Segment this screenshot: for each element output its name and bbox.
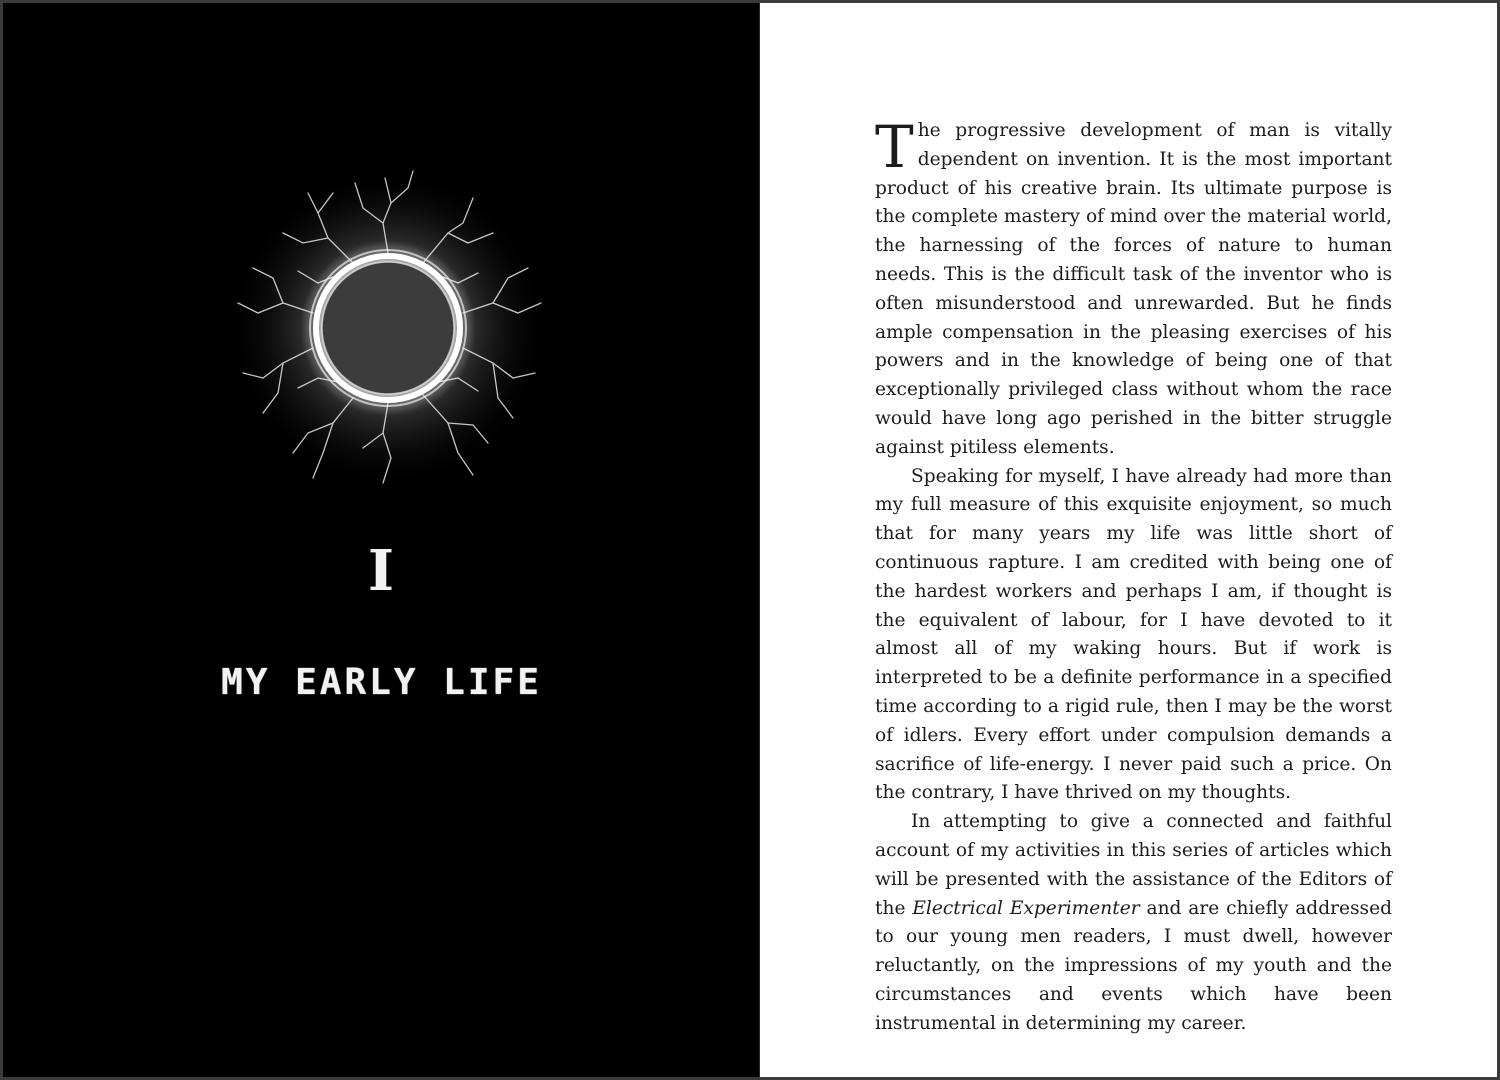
electric-ring-icon — [223, 163, 553, 493]
right-page — [760, 3, 1497, 1077]
paragraph-1-text: he progressive development of man is vitally dependent on invention. It is the most important product of his creative brain. Its ultimate purpose is the complete mastery of mind over the material world, the harnessing of the forces of nature to human needs. This is the difficult task of the inventor who is often misunderstood and unrewarded. But he finds ample compensation in the pleasing exercises of his powers and in the knowledge of being one of that exceptionally privileged class without whom the race would have long ago perished in the bitter struggle against pitiless elements. — [875, 120, 1392, 458]
left-page — [3, 3, 760, 1077]
publication-title: Electrical Experimenter — [912, 897, 1140, 919]
body-text — [875, 113, 1392, 1039]
chapter-title: MY EARLY LIFE — [221, 662, 542, 703]
paragraph-3 — [875, 808, 1392, 1038]
chapter-numeral: I — [367, 538, 396, 604]
drop-cap: T — [875, 113, 914, 181]
paragraph-3-text-after: and are chiefly addressed to our young men readers, I must dwell, however reluctantly, on the impressions of my youth and the circumstances and events which have been instrumental in determining my career. — [875, 897, 1392, 1034]
paragraph-1 — [875, 113, 1392, 463]
paragraph-3-text-before: In attempting to give a connected and faithful account of my activities in this series of articles which will be presented with the assistance of the Editors of the — [875, 811, 1392, 919]
paragraph-2: Speaking for myself, I have already had more than my full measure of this exquisite enjoyment, so much that for many years my life was little short of continuous rapture. I am credited with being one of the hardest workers and perhaps I am, if thought is the equivalent of labour, for I have devoted to it almost all of my waking hours. But if work is interpreted to be a definite performance in a specified time according to a rigid rule, then I may be the worst of idlers. Every effort under compulsion demands a sacrifice of life-energy. I never paid such a price. On the contrary, I have thrived on my thoughts. — [875, 465, 1392, 804]
